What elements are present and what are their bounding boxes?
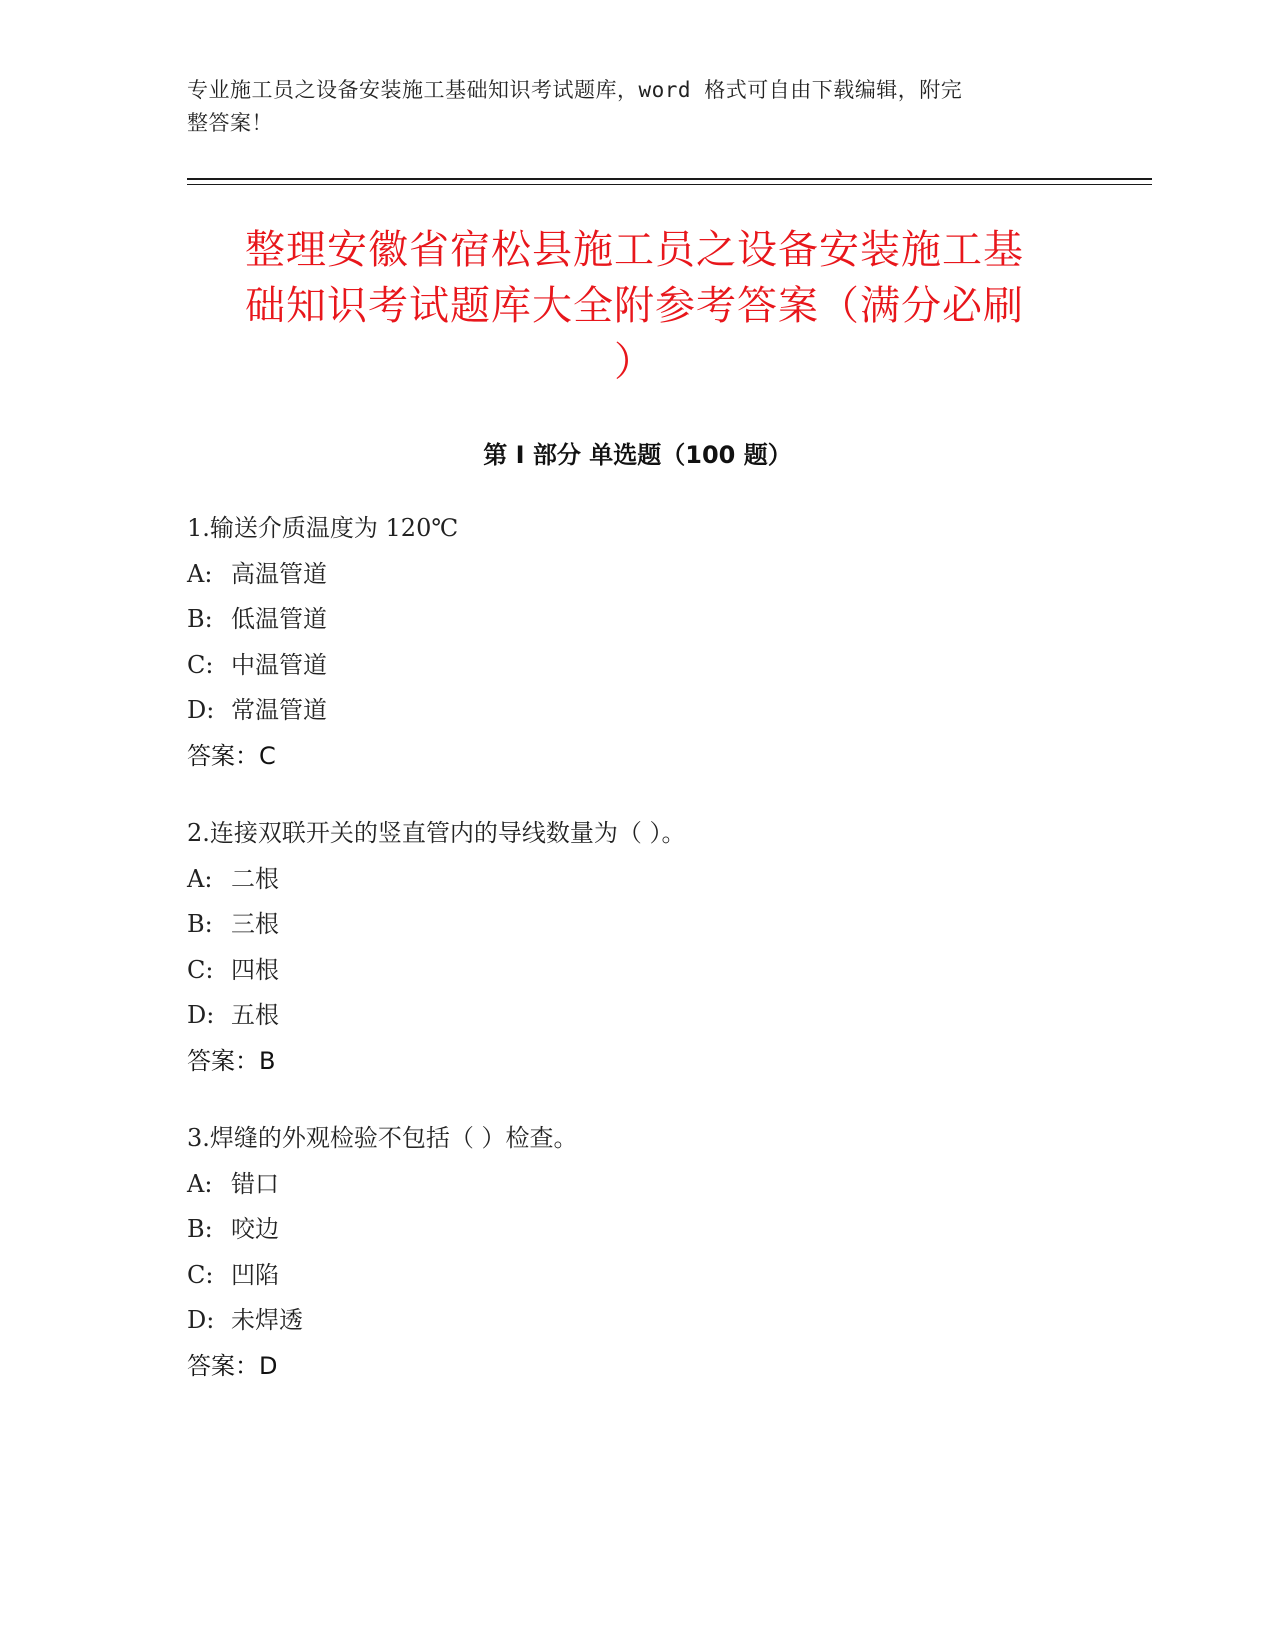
option-letter: D: [187, 1306, 215, 1334]
answer-text: 答案：D [187, 1351, 278, 1380]
option-c [187, 948, 1087, 994]
question-stem: 2.连接双联开关的竖直管内的导线数量为（ ）。 [187, 819, 686, 847]
option-b [187, 597, 1087, 643]
document-title-line-2: 础知识考试题库大全附参考答案（满分必刷 [245, 283, 1024, 329]
option-a [187, 552, 1087, 598]
answer-text: 答案：C [187, 741, 276, 770]
option-text: 常温管道 [231, 696, 327, 724]
option-d [187, 1298, 1087, 1344]
option-text: 高温管道 [231, 559, 327, 588]
header-note [187, 74, 1067, 140]
option-text: 中温管道 [231, 650, 327, 679]
answer-text: 答案：B [187, 1046, 276, 1075]
option-a [187, 1162, 1087, 1208]
option-b [187, 902, 1087, 948]
question-3 [187, 1116, 1087, 1389]
option-text: 凹陷 [231, 1260, 279, 1289]
question-1 [187, 506, 1087, 779]
option-b [187, 1207, 1087, 1253]
option-letter: C: [187, 1260, 214, 1289]
document-title [187, 222, 1082, 390]
option-letter: D: [187, 696, 215, 724]
option-text: 咬边 [231, 1215, 279, 1243]
document-title-line-1: 整理安徽省宿松县施工员之设备安装施工基 [245, 227, 1024, 273]
option-letter: A: [187, 559, 213, 588]
option-text: 错口 [231, 1169, 279, 1198]
option-text: 二根 [231, 864, 279, 893]
option-d [187, 993, 1087, 1039]
option-text: 未焊透 [231, 1306, 303, 1334]
question-2 [187, 811, 1087, 1084]
option-a [187, 857, 1087, 903]
option-letter: B: [187, 605, 213, 633]
option-c [187, 643, 1087, 689]
option-letter: C: [187, 955, 214, 984]
option-d [187, 688, 1087, 734]
option-text: 三根 [231, 910, 279, 938]
section-heading: 第 I 部分 单选题（100 题） [483, 441, 792, 469]
header-divider-thin [187, 184, 1152, 185]
document-title-line-3: ） [614, 339, 655, 385]
option-letter: D: [187, 1001, 215, 1029]
header-note-line-2: 整答案！ [187, 111, 273, 135]
option-text: 四根 [231, 955, 279, 984]
option-c [187, 1253, 1087, 1299]
option-letter: A: [187, 864, 213, 893]
header-divider-thick [187, 178, 1152, 180]
option-text: 低温管道 [231, 605, 327, 633]
option-text: 五根 [231, 1001, 279, 1029]
header-note-line-1: 专业施工员之设备安装施工基础知识考试题库，word 格式可自由下载编辑，附完 [187, 78, 963, 102]
option-letter: B: [187, 910, 213, 938]
option-letter: A: [187, 1169, 213, 1198]
question-stem: 3.焊缝的外观检验不包括（ ）检查。 [187, 1124, 578, 1152]
option-letter: B: [187, 1215, 213, 1243]
question-stem: 1.输送介质温度为 120℃ [187, 514, 459, 542]
option-letter: C: [187, 650, 214, 679]
